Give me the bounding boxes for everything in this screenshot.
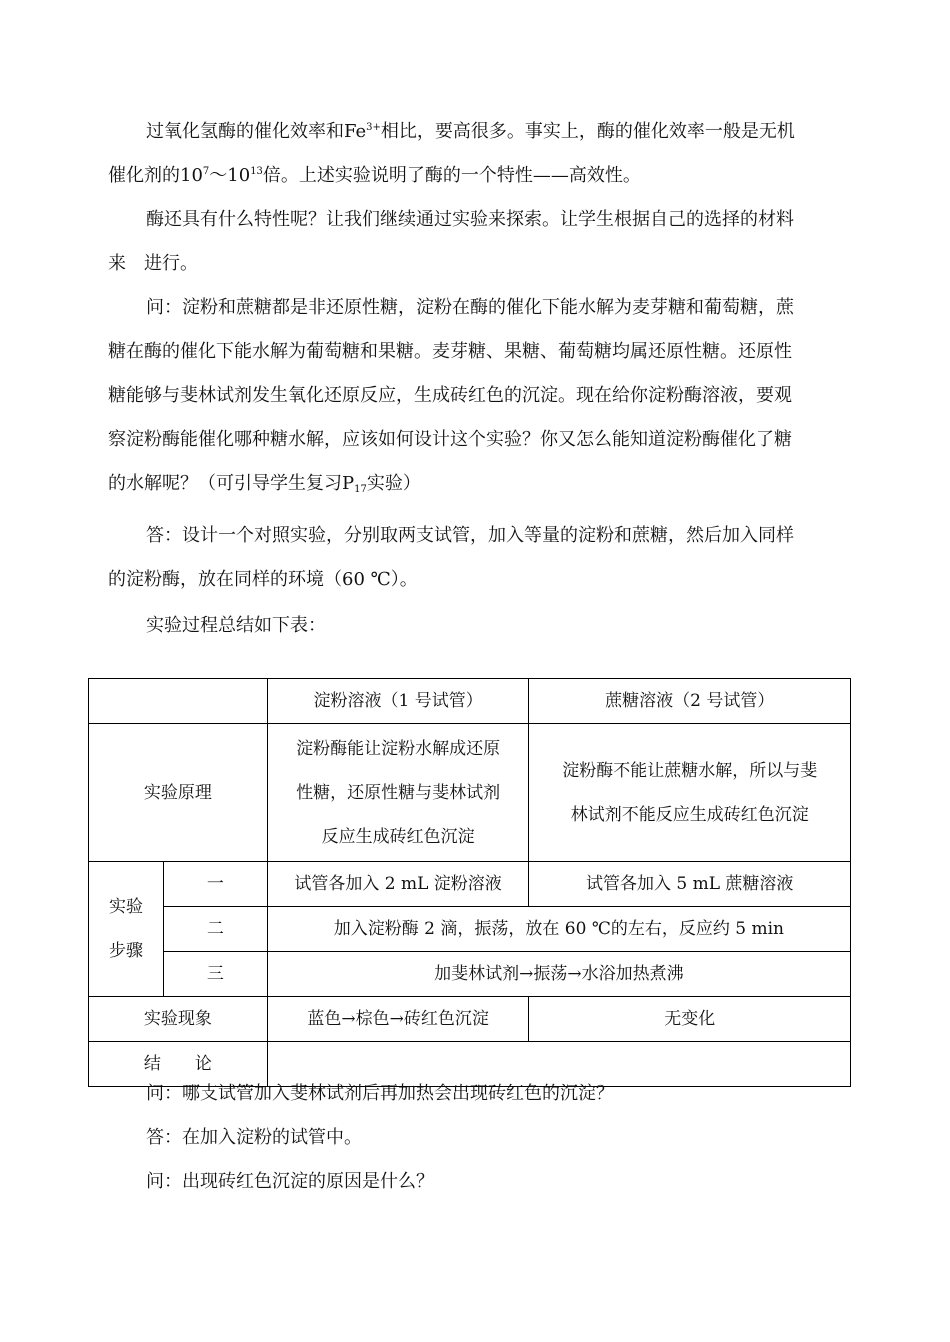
cell-line: 步骤 xyxy=(108,941,143,961)
table-row-step-1 xyxy=(89,862,851,907)
text-span: Fe xyxy=(344,121,367,142)
table-header-starch: 淀粉溶液（1 号试管） xyxy=(267,679,529,724)
table-step-number: 一 xyxy=(163,862,267,907)
table-label-conclusion: 结 论 xyxy=(89,1042,268,1087)
table-step-number: 三 xyxy=(163,952,267,997)
superscript: 3+ xyxy=(366,122,381,133)
text-span: ～ xyxy=(209,165,228,186)
paragraph-table-intro xyxy=(108,604,844,648)
superscript: 7 xyxy=(202,166,210,177)
table-cell-step2: 加入淀粉酶 2 滴，振荡，放在 60 ℃的左右，反应约 5 min xyxy=(267,907,850,952)
cell-line: 林试剂不能反应生成砖红色沉淀 xyxy=(570,804,809,825)
text-span: 催化剂的 xyxy=(108,165,180,186)
text-line: 问：出现砖红色沉淀的原因是什么？ xyxy=(146,1171,434,1192)
text-line xyxy=(108,110,844,154)
table-row-principle xyxy=(89,724,851,862)
text-span: 10 xyxy=(227,165,251,186)
subscript: 17 xyxy=(354,484,367,495)
text-line: 糖在酶的催化下能水解为葡萄糖和果糖。麦芽糖、果糖、葡萄糖均属还原性糖。还原性 xyxy=(108,341,792,362)
table-cell-step1-starch: 试管各加入 2 mL 淀粉溶液 xyxy=(267,862,529,907)
text-line: 答：设计一个对照实验，分别取两支试管，加入等量的淀粉和蔗糖，然后加入同样 xyxy=(146,525,794,546)
text-line: 问：淀粉和蔗糖都是非还原性糖，淀粉在酶的催化下能水解为麦芽糖和葡萄糖，蔗 xyxy=(146,297,794,318)
paragraph-qa-followup xyxy=(108,1072,844,1204)
table-step-number: 二 xyxy=(163,907,267,952)
cell-line: 淀粉酶不能让蔗糖水解，所以与斐 xyxy=(562,760,818,781)
text-span: 10 xyxy=(180,165,203,186)
cell-line: 性糖，还原性糖与斐林试剂 xyxy=(296,782,501,803)
table-cell-principle-starch xyxy=(267,724,529,862)
text-line: 糖能够与斐林试剂发生氧化还原反应，生成砖红色的沉淀。现在给你淀粉酶溶液，要观 xyxy=(108,385,792,406)
table-row-step-2 xyxy=(89,907,851,952)
table-row-phenomenon xyxy=(89,997,851,1042)
table-cell-phenomenon-starch: 蓝色→棕色→砖红色沉淀 xyxy=(267,997,529,1042)
text-span: 的水解呢？（可引导学生复习 xyxy=(108,473,342,494)
paragraph-enzyme-properties xyxy=(108,198,844,286)
text-line: 来 进行。 xyxy=(108,253,198,274)
text-span: 过氧化氢酶的催化效率和 xyxy=(146,121,344,142)
table-cell-phenomenon-sucrose: 无变化 xyxy=(529,997,851,1042)
table-header-sucrose: 蔗糖溶液（2 号试管） xyxy=(529,679,851,724)
text-line: 实验过程总结如下表： xyxy=(146,615,326,636)
table-header-row xyxy=(89,679,851,724)
table-cell-step1-sucrose: 试管各加入 5 mL 蔗糖溶液 xyxy=(529,862,851,907)
table-header-blank xyxy=(89,679,268,724)
table-cell-step3: 加斐林试剂→振荡→水浴加热煮沸 xyxy=(267,952,850,997)
table-label-principle: 实验原理 xyxy=(89,724,268,862)
text-line: 问：哪支试管加入斐林试剂后再加热会出现砖红色的沉淀？ xyxy=(146,1083,614,1104)
superscript: 13 xyxy=(250,166,263,177)
text-line xyxy=(108,154,844,198)
text-span: 相比，要高很多。事实上，酶的催化效率一般是无机 xyxy=(380,121,795,142)
text-line: 答：在加入淀粉的试管中。 xyxy=(146,1127,362,1148)
table-row-step-3 xyxy=(89,952,851,997)
text-line: 的淀粉酶，放在同样的环境（60 ℃）。 xyxy=(108,569,418,590)
table-cell-principle-sucrose xyxy=(529,724,851,862)
text-line: 察淀粉酶能催化哪种糖水解，应该如何设计这个实验？你又怎么能知道淀粉酶催化了糖 xyxy=(108,429,792,450)
text-span: 实验） xyxy=(366,473,421,494)
paragraph-answer-design xyxy=(108,514,844,602)
text-line: 酶还具有什么特性呢？让我们继续通过实验来探索。让学生根据自己的选择的材料 xyxy=(146,209,794,230)
paragraph-question-sugars xyxy=(108,286,844,506)
text-span: P xyxy=(342,473,355,494)
cell-line: 反应生成砖红色沉淀 xyxy=(321,826,475,847)
table-label-phenomenon: 实验现象 xyxy=(89,997,268,1042)
text-span: 倍。上述实验说明了酶的一个特性——高效性。 xyxy=(262,165,641,186)
cell-line: 淀粉酶能让淀粉水解成还原 xyxy=(296,738,501,759)
table-label-steps xyxy=(89,862,164,997)
cell-line: 实验 xyxy=(108,897,143,917)
experiment-table xyxy=(88,678,851,1087)
paragraph-catalase-efficiency xyxy=(108,110,844,198)
text-line xyxy=(108,462,844,506)
